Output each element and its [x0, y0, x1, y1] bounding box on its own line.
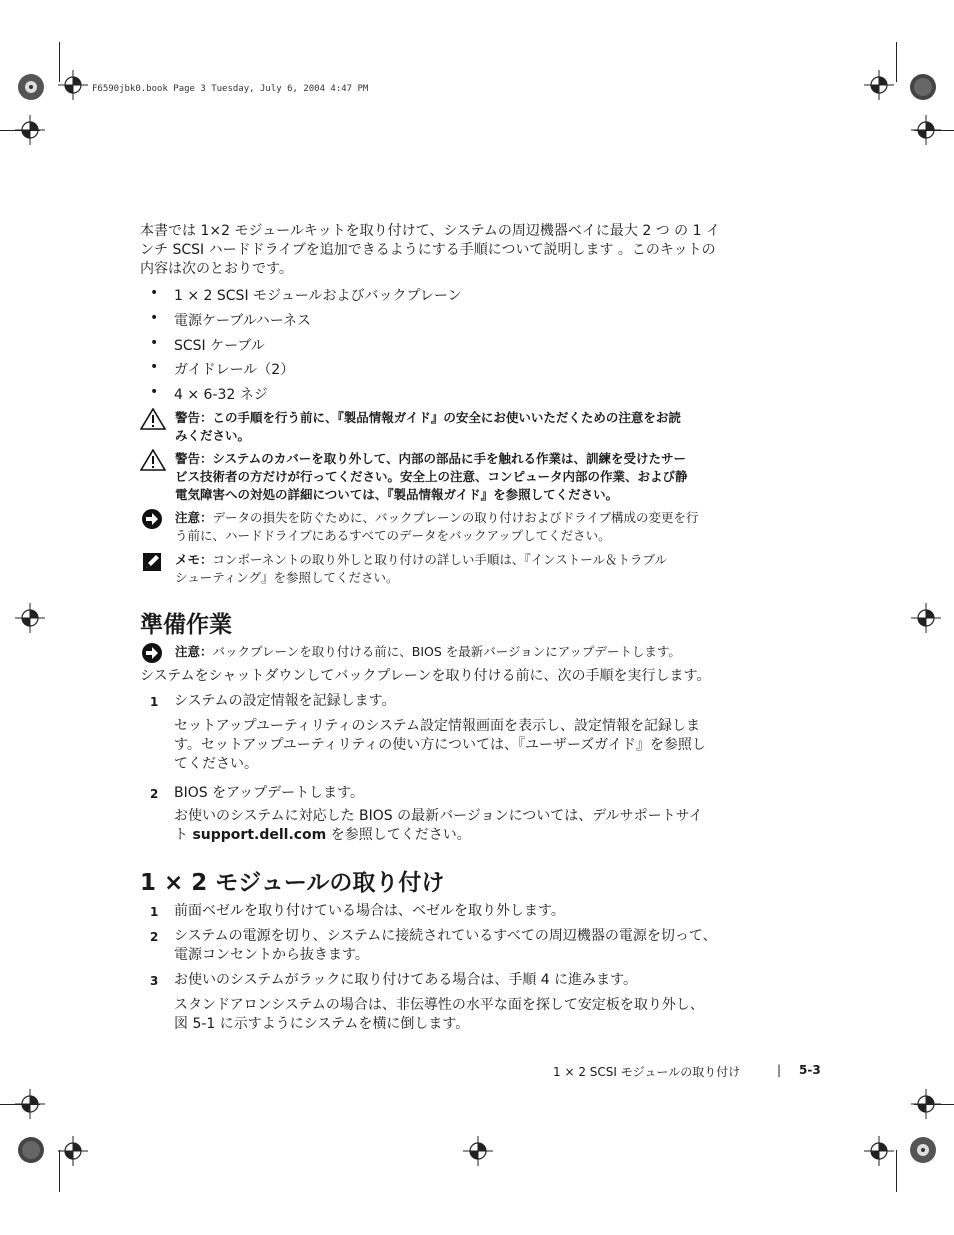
starburst-mark-icon — [17, 73, 45, 101]
caution-arrow-icon — [141, 642, 163, 664]
registration-target-icon — [911, 603, 941, 633]
registration-target-icon — [58, 70, 88, 100]
registration-target-icon — [911, 115, 941, 145]
step-text: BIOS をアップデートします。 — [174, 785, 364, 801]
intro-line: ンチ SCSI ハードドライブを追加できるようにする手順について説明します 。このキットの — [140, 242, 716, 258]
intro-paragraph — [140, 222, 720, 279]
bullet: • — [150, 285, 159, 301]
note-pencil-icon — [142, 552, 162, 572]
step-number: 3 — [150, 974, 159, 988]
registration-target-icon — [15, 115, 45, 145]
step-detail: スタンドアロンシステムの場合は、非伝導性の水平な面を探して安定板を取り外し、 図 5-1 に示すようにシステムを横に倒します。 — [174, 997, 704, 1032]
registration-target-icon — [15, 603, 45, 633]
registration-target-icon — [15, 1089, 45, 1119]
book-file-info: F6590jbk0.book Page 3 Tuesday, July 6, 2004 4:47 PM — [92, 84, 369, 94]
memo-notice: メモ：コンポーネントの取り外しと取り付けの詳しい手順は、『インストール＆トラブル シューティング』を参照してください。 — [175, 552, 668, 585]
bullet: • — [150, 384, 159, 400]
step-text: 前面ベゼルを取り付けている場合は、ベゼルを取り外します。 — [174, 903, 565, 919]
list-item: ガイドレール（2） — [174, 362, 295, 378]
step-text: システムの設定情報を記録します。 — [174, 693, 396, 709]
warning-safety-notice: 警告：この手順を行う前に、『製品情報ガイド』の安全にお使いいただくための注意をお読 みください。 — [175, 410, 681, 443]
footer-separator: | — [777, 1063, 782, 1077]
support-link[interactable]: support.dell.com — [192, 827, 327, 843]
step-detail: セットアップユーティリティのシステム設定情報画面を表示し、設定情報を記録しま す。セットアップユーティリティの使い方については、『ユーザーズガイド』を参照し てください。 — [174, 718, 706, 772]
list-item: 電源ケーブルハーネス — [174, 313, 312, 329]
registration-target-icon — [864, 70, 894, 100]
list-item: 4 × 6-32 ネジ — [174, 387, 268, 403]
page-number: 5-3 — [799, 1063, 821, 1077]
step-number: 2 — [150, 787, 159, 801]
registration-target-icon — [864, 1136, 894, 1166]
footer-title: 1 × 2 SCSI モジュールの取り付け — [553, 1065, 741, 1079]
step-number: 1 — [150, 695, 159, 709]
intro-line: 本書では 1×2 モジュールキットを取り付けて、システムの周辺機器ベイに最大 2 つ の 1 イ — [140, 223, 720, 239]
bullet: • — [150, 335, 159, 351]
list-item: SCSI ケーブル — [174, 338, 265, 354]
step-text: お使いのシステムがラックに取り付けてある場合は、手順 4 に進みます。 — [174, 972, 638, 988]
starburst-mark-icon — [909, 73, 937, 101]
step-detail: お使いのシステムに対応した BIOS の最新バージョンについては、デルサポートサイ ト support.dell.com を参照してください。 — [174, 808, 703, 843]
registration-target-icon — [911, 1089, 941, 1119]
section-title-preparation: 準備作業 — [140, 612, 232, 638]
starburst-mark-icon — [909, 1136, 937, 1164]
starburst-mark-icon — [17, 1136, 45, 1164]
caution-data-notice: 注意：データの損失を防ぐために、バックプレーンの取り付けおよびドライブ構成の変更を行 う前に、ハードドライブにあるすべてのデータをバックアップしてください。 — [175, 510, 699, 543]
section-title-module-install: 1 × 2 モジュールの取り付け — [140, 870, 445, 896]
bullet: • — [150, 310, 159, 326]
preparation-lead: システムをシャットダウンしてバックプレーンを取り付ける前に、次の手順を実行します。 — [140, 668, 711, 684]
registration-target-icon — [463, 1136, 493, 1166]
caution-arrow-icon — [141, 508, 163, 530]
caution-bios-notice: 注意：バックプレーンを取り付ける前に、BIOS を最新バージョンにアップデートします。 — [175, 644, 681, 659]
warning-triangle-icon — [140, 408, 166, 430]
step-text: システムの電源を切り、システムに接続されているすべての周辺機器の電源を切って、 電源コンセントから抜きます。 — [174, 928, 717, 963]
intro-line: 内容は次のとおりです。 — [140, 261, 293, 277]
list-item: 1 × 2 SCSI モジュールおよびバックプレーン — [174, 288, 462, 304]
registration-target-icon — [58, 1136, 88, 1166]
step-number: 1 — [150, 905, 159, 919]
bullet: • — [150, 359, 159, 375]
step-number: 2 — [150, 930, 159, 944]
warning-service-notice: 警告：システムのカバーを取り外して、内部の部品に手を触れる作業は、訓練を受けたサー ビス技術者の方だけが行ってください。安全上の注意、コンピュータ内部の作業、および静 電気障害への対処の詳細については、『製品情報ガイド』を参照してください。 — [175, 451, 688, 502]
warning-triangle-icon — [140, 449, 166, 471]
